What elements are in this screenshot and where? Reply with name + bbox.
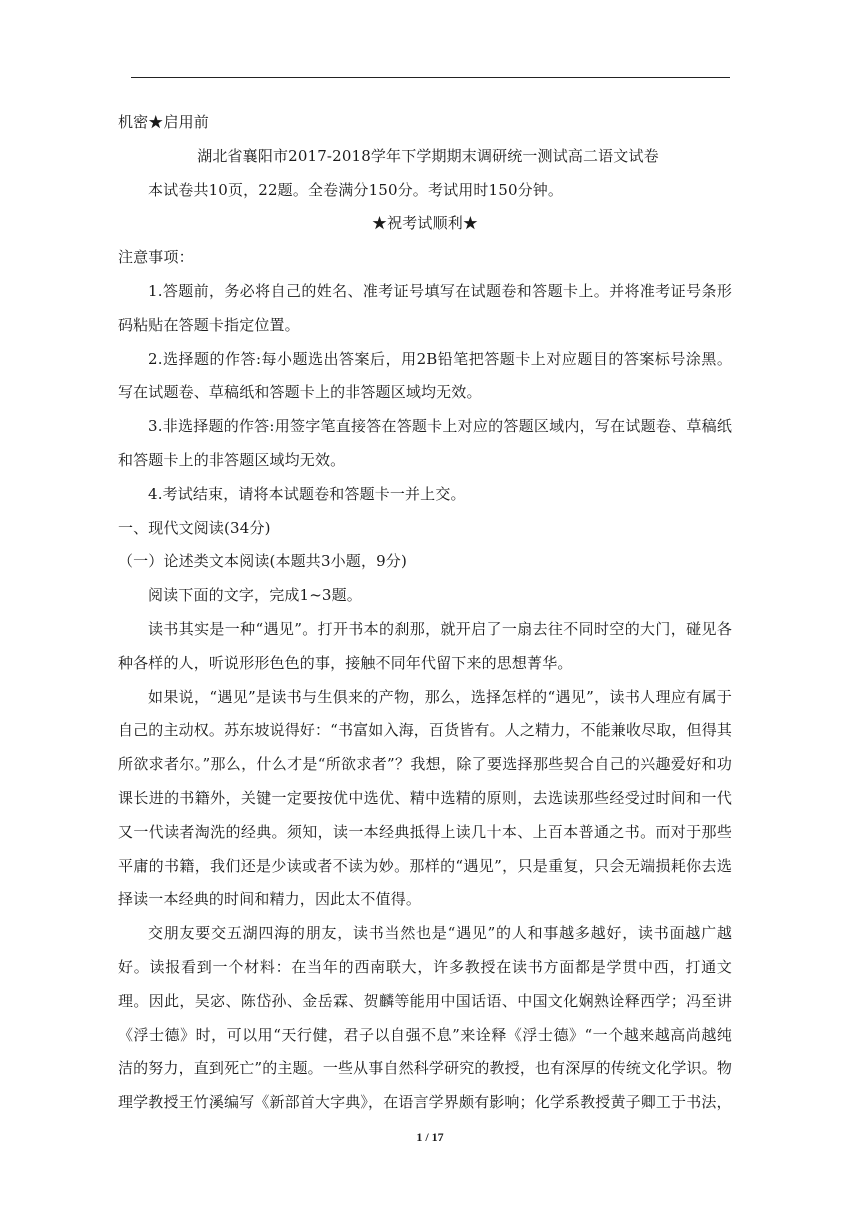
note-item-2: 2.选择题的作答:每小题选出答案后，用2B铅笔把答题卡上对应题目的答案标号涂黑。写在试题卷、草稿纸和答题卡上的非答题区域均无效。 xyxy=(118,349,732,402)
header-rule xyxy=(131,77,730,78)
note-item-3: 3.非选择题的作答:用签字笔直接答在答题卡上对应的答题区域内，写在试题卷、草稿纸和答题卡上的非答题区域均无效。 xyxy=(118,417,732,469)
page-number: 1 / 17 xyxy=(416,1130,444,1144)
passage-paragraph-3: 交朋友要交五湖四海的朋友，读书当然也是“遇见”的人和事越多越好，读书面越广越好。读报看到一个材料：在当年的西南联大，许多教授在读书方面都是学贯中西，打通文理。因此，吴宓、陈岱孙、金岳霖、贺麟等能用中国话语、中国文化娴熟诠释西学；冯至讲《浮士德》时，可以用“天行健，君子以自强不息”来诠释《浮士德》“一个越来越高尚越纯洁的努力，直到死亡”的主题。一些从事自然科学研究的教授，也有深厚的传统文化学识。物理学教授王竹溪编写《新部首大字典》，在语言学界颇有影响；化学系教授黄子卿工于书法， xyxy=(118,924,732,1112)
confidential-label: 机密★启用前 xyxy=(118,113,209,131)
passage-paragraph-2: 如果说，“遇见”是读书与生俱来的产物，那么，选择怎样的“遇见”，读书人理应有属于自己的主动权。苏东坡说得好：“书富如入海，百货皆有。人之精力，不能兼收尽取，但得其所欲求者尔。”那么，什么才是“所欲求者”？我想，除了要选择那些契合自己的兴趣爱好和功课长进的书籍外，关键一定要按优中选优、精中选精的原则，去选读那些经受过时间和一代又一代读者淘洗的经典。须知，读一本经典抵得上读几十本、上百本普通之书。而对于那些平庸的书籍，我们还是少读或者不读为妙。那样的“遇见”，只是重复，只会无端损耗你去选择读一本经典的时间和精力，因此太不值得。 xyxy=(118,687,732,909)
notes-heading: 注意事项： xyxy=(118,248,194,267)
document-body xyxy=(118,106,732,1120)
section-heading: 一、现代文阅读(34分) xyxy=(118,518,271,537)
exam-summary: 本试卷共10页，22题。全卷满分150分。考试用时150分钟。 xyxy=(148,180,564,199)
reading-instruction: 阅读下面的文字，完成1~3题。 xyxy=(148,586,362,605)
note-item-4: 4.考试结束，请将本试题卷和答题卡一并上交。 xyxy=(148,484,466,503)
passage-paragraph-1: 读书其实是一种“遇见”。打开书本的刹那，就开启了一扇去往不同时空的大门，碰见各种各样的人，听说形形色色的事，接触不同年代留下来的思想菁华。 xyxy=(118,619,732,672)
blessing-line: ★祝考试顺利★ xyxy=(371,214,479,233)
exam-title: 湖北省襄阳市2017-2018学年下学期期末调研统一测试高二语文试卷 xyxy=(197,146,659,165)
subsection-heading: （一）论述类文本阅读(本题共3小题，9分) xyxy=(118,552,407,571)
note-item-1: 1.答题前，务必将自己的姓名、准考证号填写在试题卷和答题卡上。并将准考证号条形码粘贴在答题卡指定位置。 xyxy=(118,281,732,334)
